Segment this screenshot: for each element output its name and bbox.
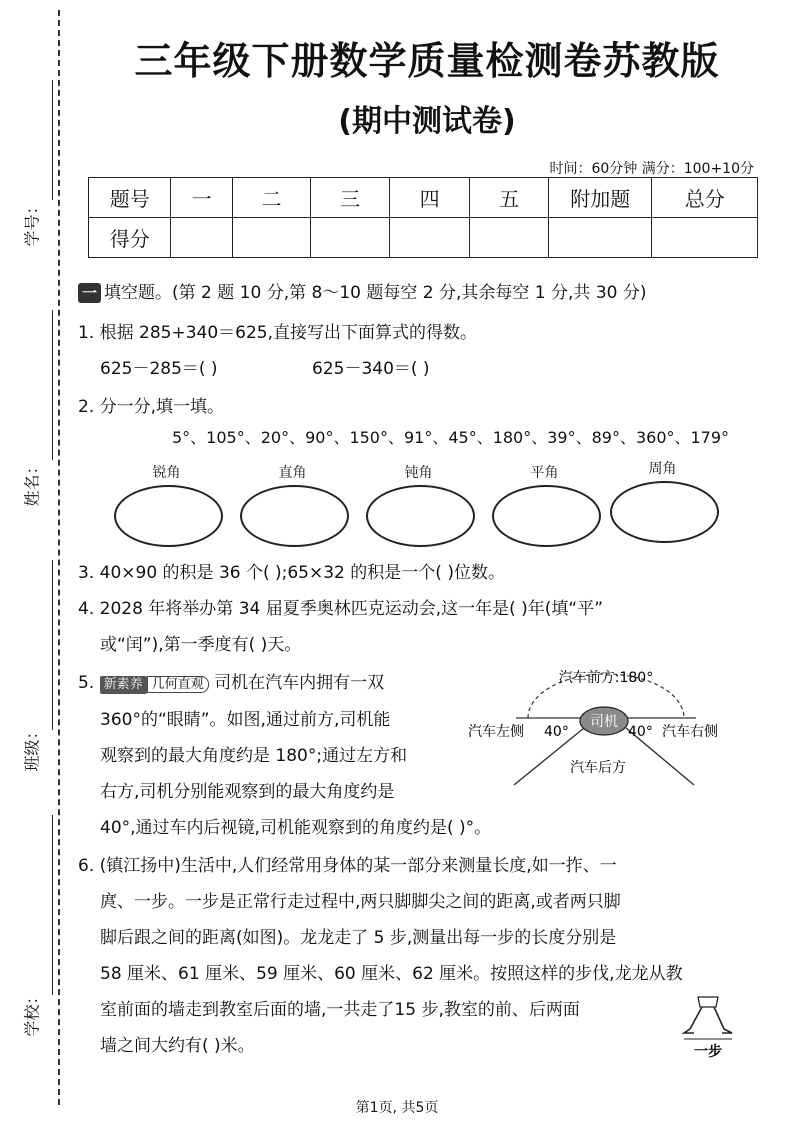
time-info: 时间：60分钟 满分：100+10分 — [549, 161, 754, 177]
right-angle-label: 40° — [628, 724, 653, 740]
page-title: 三年级下册数学质量检测卷苏教版 — [134, 39, 720, 83]
school-line[interactable] — [52, 815, 53, 995]
student-number-label: 学号： — [22, 198, 42, 247]
question-1-text: 1. 根据 285+340＝625,直接写出下面算式的得数。 — [78, 323, 478, 343]
category-label-straight: 平角 — [530, 465, 559, 481]
question-5-line-1 — [78, 668, 384, 694]
score-table-score-row — [89, 218, 758, 258]
score-cell[interactable] — [171, 218, 232, 258]
question-6-line-4: 58 厘米、61 厘米、59 厘米、60 厘米、62 厘米。按照这样的步伐,龙龙从教 — [100, 964, 683, 984]
left-side-label: 汽车左侧 — [468, 724, 524, 740]
school-field[interactable] — [16, 815, 56, 1045]
header-cell: 一 — [171, 178, 232, 218]
header-cell: 四 — [389, 178, 470, 218]
left-leg-icon — [690, 1007, 702, 1029]
score-cell[interactable] — [232, 218, 311, 258]
header-cell: 题号 — [89, 178, 171, 218]
score-cell[interactable] — [389, 218, 470, 258]
right-foot-icon — [722, 1029, 732, 1033]
right-side-label: 汽车右侧 — [662, 724, 718, 740]
full-answer-ellipse[interactable] — [610, 481, 719, 543]
class-label: 班级： — [22, 723, 42, 772]
category-label-acute: 锐角 — [152, 465, 181, 481]
name-field[interactable] — [16, 310, 56, 510]
front-label: 汽车前方:180° — [558, 670, 654, 686]
header-cell: 总分 — [652, 178, 758, 218]
question-5-line-2: 360°的“眼睛”。如图,通过前方,司机能 — [100, 710, 391, 730]
class-line[interactable] — [52, 560, 53, 730]
question-6-line-6[interactable]: 墙之间大约有( )米。 — [100, 1036, 255, 1056]
straight-answer-ellipse[interactable] — [492, 485, 601, 547]
student-number-line[interactable] — [52, 80, 53, 200]
question-1-blank-a[interactable]: 625－285＝( ) — [100, 359, 218, 379]
name-line[interactable] — [52, 310, 53, 460]
question-6-line-2: 庹、一步。一步是正常行走过程中,两只脚脚尖之间的距离,或者两只脚 — [100, 892, 621, 912]
rear-label: 汽车后方 — [570, 760, 626, 776]
shorts-icon — [698, 997, 718, 1007]
question-6-line-3: 脚后跟之间的距离(如图)。龙龙走了 5 步,测量出每一步的长度分别是 — [100, 928, 617, 948]
header-cell: 二 — [232, 178, 311, 218]
score-row-label: 得分 — [89, 218, 171, 258]
class-field[interactable] — [16, 560, 56, 780]
score-cell[interactable] — [548, 218, 652, 258]
category-label-full: 周角 — [648, 461, 677, 477]
student-number-field[interactable] — [16, 80, 56, 260]
driver-view-figure — [466, 660, 766, 795]
header-cell: 附加题 — [548, 178, 652, 218]
header-cell: 五 — [470, 178, 549, 218]
binding-dashed-line — [58, 10, 60, 1105]
one-step-label: 一步 — [694, 1044, 722, 1060]
score-cell[interactable] — [470, 218, 549, 258]
angle-list: 5°、105°、20°、90°、150°、91°、45°、180°、39°、89°、360°、179° — [172, 428, 730, 447]
right-answer-ellipse[interactable] — [240, 485, 349, 547]
acute-answer-ellipse[interactable] — [114, 485, 223, 547]
question-5-text-1: 司机在汽车内拥有一双 — [214, 673, 385, 693]
question-5-number: 5. — [78, 673, 95, 693]
score-table-header-row — [89, 178, 758, 218]
question-6-line-5: 室前面的墙走到教室后面的墙,一共走了15 步,教室的前、后两面 — [100, 1000, 580, 1020]
category-label-obtuse: 钝角 — [404, 465, 433, 481]
right-leg-icon — [714, 1007, 724, 1029]
question-3-text[interactable]: 3. 40×90 的积是 36 个( );65×32 的积是一个( )位数。 — [78, 563, 505, 583]
header-cell: 三 — [311, 178, 390, 218]
section-number-badge: 一 — [78, 283, 101, 303]
name-label: 姓名： — [22, 458, 42, 507]
score-table — [88, 177, 758, 258]
question-4-line-1[interactable]: 4. 2028 年将举办第 34 届夏季奥林匹克运动会,这一年是( )年(填“平” — [78, 599, 604, 619]
question-1-blank-b[interactable]: 625－340＝( ) — [312, 359, 430, 379]
category-label-right: 直角 — [278, 465, 307, 481]
question-2-text: 2. 分一分,填一填。 — [78, 397, 225, 417]
question-5-line-5[interactable]: 40°,通过车内后视镜,司机能观察到的角度约是( )°。 — [100, 818, 492, 838]
question-5-line-3: 观察到的最大角度约是 180°;通过左方和 — [100, 746, 408, 766]
page-subtitle: (期中测试卷) — [338, 104, 516, 139]
score-cell[interactable] — [652, 218, 758, 258]
left-angle-label: 40° — [544, 724, 569, 740]
section-heading — [78, 278, 647, 303]
left-foot-icon — [684, 1029, 694, 1033]
score-cell[interactable] — [311, 218, 390, 258]
one-step-figure — [680, 993, 736, 1063]
page-footer: 第1页, 共5页 — [355, 1100, 439, 1116]
driver-label: 司机 — [590, 714, 618, 730]
obtuse-answer-ellipse[interactable] — [366, 485, 475, 547]
geometry-intuition-tag: 几何直观 — [147, 676, 209, 693]
school-label: 学校： — [22, 988, 42, 1037]
section-title: 填空题。(第 2 题 10 分,第 8～10 题每空 2 分,其余每空 1 分,共 30 分) — [104, 283, 647, 303]
question-4-line-2[interactable]: 或“闰”),第一季度有( )天。 — [100, 635, 302, 655]
new-literacy-tag: 新素养 — [100, 676, 147, 694]
question-6-line-1: 6. (镇江扬中)生活中,人们经常用身体的某一部分来测量长度,如一拃、一 — [78, 856, 617, 876]
question-5-line-4: 右方,司机分别能观察到的最大角度约是 — [100, 782, 395, 802]
